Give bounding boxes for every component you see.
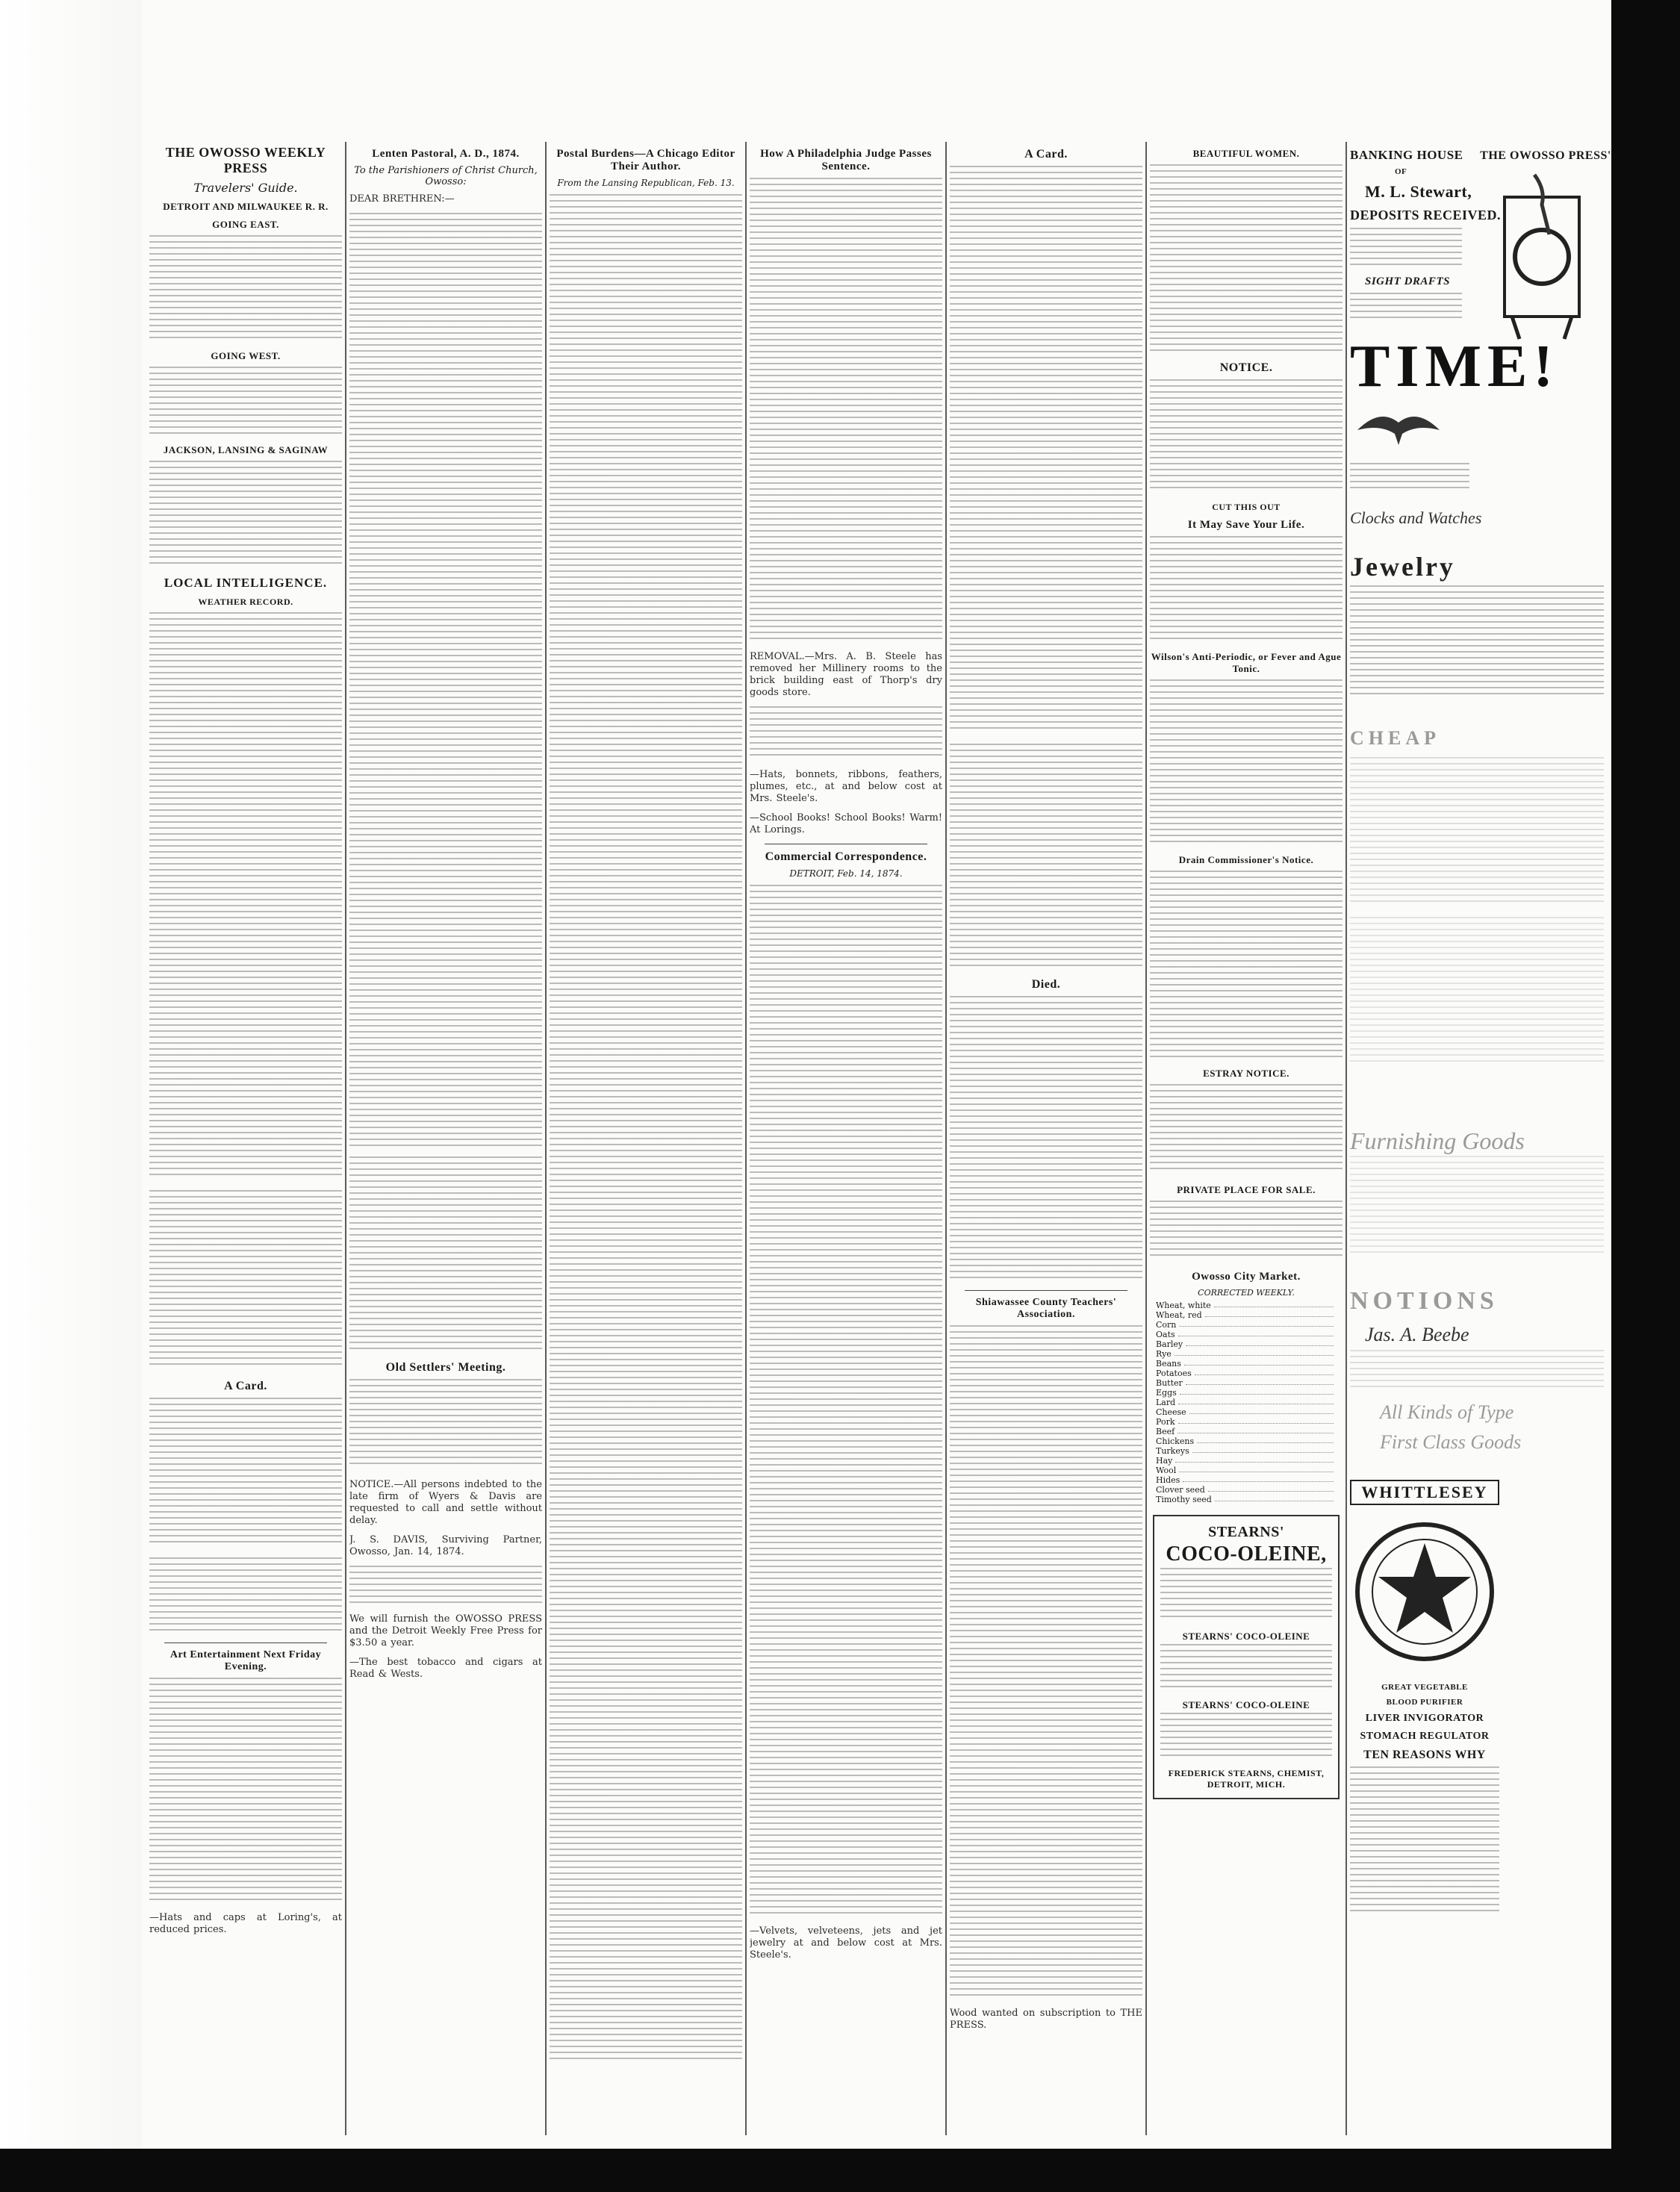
of-label: OF — [1395, 167, 1407, 176]
frederick-stearns: FREDERICK STEARNS, CHEMIST, DETROIT, MICH. — [1168, 1768, 1325, 1790]
market-item-label: Lard — [1156, 1398, 1176, 1407]
local-news-text — [149, 1557, 342, 1632]
stearns-coco-oleine-label: STEARNS' COCO-OLEINE — [1182, 1631, 1310, 1642]
leader-dots — [1175, 1349, 1334, 1356]
sight-drafts-heading: SIGHT DRAFTS — [1365, 275, 1450, 287]
printing-press-illustration — [1490, 167, 1602, 346]
timetable-text — [149, 367, 342, 434]
teachers-association-heading: Shiawassee County Teachers' Association. — [975, 1297, 1117, 1320]
leader-dots — [1214, 1301, 1334, 1307]
advertisement-text — [1160, 1713, 1332, 1757]
market-item — [1156, 1301, 1337, 1310]
divider — [965, 1290, 1127, 1291]
leader-dots — [1184, 1359, 1334, 1366]
leader-dots — [1186, 1339, 1334, 1346]
going-west-heading: GOING WEST. — [211, 350, 281, 361]
market-item-label: Hides — [1156, 1475, 1180, 1485]
advertisement-text — [1150, 164, 1343, 351]
market-item-label: Eggs — [1156, 1388, 1177, 1398]
notice-text — [349, 1566, 542, 1603]
market-subheading: CORRECTED WEEKLY. — [1198, 1288, 1295, 1298]
local-news-text — [149, 612, 342, 1180]
column-card-teachers — [950, 142, 1142, 2143]
died-heading: Died. — [1031, 978, 1061, 991]
notions-headline: NOTIONS — [1350, 1287, 1499, 1315]
may-save-life-heading: It May Save Your Life. — [1187, 519, 1305, 531]
advertisement-text — [1150, 679, 1343, 844]
commercial-heading: Commercial Correspondence. — [765, 850, 927, 863]
market-item — [1156, 1310, 1337, 1320]
market-price-list — [1150, 1301, 1343, 1504]
private-place-heading: PRIVATE PLACE FOR SALE. — [1177, 1184, 1316, 1195]
market-item-label: Potatoes — [1156, 1369, 1192, 1378]
school-books-notice: —School Books! School Books! Warm! At Lorings. — [750, 812, 942, 835]
scan-border-bottom — [0, 2149, 1680, 2192]
card-heading: A Card. — [1024, 148, 1068, 161]
card-text — [950, 166, 1142, 733]
faded-text — [1350, 917, 1604, 1066]
market-item — [1156, 1359, 1337, 1369]
market-item — [1156, 1485, 1337, 1495]
column-rule — [345, 142, 346, 2135]
notice-signature: J. S. DAVIS, Surviving Partner, Owosso, Jan. 14, 1874. — [349, 1534, 542, 1557]
leader-dots — [1175, 1456, 1334, 1463]
jewelry-headline: Jewelry — [1350, 552, 1455, 582]
postal-burdens-source: From the Lansing Republican, Feb. 13. — [557, 178, 735, 188]
cheap-headline: CHEAP — [1350, 727, 1440, 749]
drain-notice-text — [1150, 871, 1343, 1057]
private-place-text — [1150, 1201, 1343, 1260]
masthead-left: THE OWOSSO WEEKLY PRESS — [165, 145, 326, 175]
leader-dots — [1197, 1436, 1334, 1443]
column-travelers-guide — [149, 142, 342, 2143]
weather-record-heading: WEATHER RECORD. — [198, 597, 293, 607]
removal-notice: REMOVAL.—Mrs. A. B. Steele has removed her Millinery rooms to the brick building east of Thorp's dry goods store. — [750, 651, 942, 698]
market-item-label: Rye — [1156, 1349, 1172, 1359]
market-item-label: Barley — [1156, 1339, 1183, 1349]
market-item-label: Corn — [1156, 1320, 1177, 1330]
star-seal-icon — [1350, 1510, 1499, 1674]
leader-dots — [1179, 1320, 1334, 1327]
article-text — [750, 178, 942, 641]
wood-wanted-notice: Wood wanted on subscription to THE PRESS. — [950, 2008, 1142, 2031]
local-news-text — [149, 1190, 342, 1369]
notice-heading: NOTICE. — [1219, 361, 1273, 374]
column-postal-burdens — [550, 142, 742, 2143]
advertisement-text — [1160, 1644, 1332, 1689]
salutation: DEAR BRETHREN:— — [349, 193, 455, 205]
lenten-pastoral-subheading: To the Parishioners of Christ Church, Owosso: — [354, 165, 538, 187]
furnishing-goods-line: Furnishing Goods — [1350, 1127, 1525, 1154]
stearns-label: STEARNS' — [1208, 1524, 1284, 1540]
postal-burdens-text — [550, 194, 742, 2061]
notice-text — [750, 706, 942, 759]
leader-dots — [1215, 1495, 1334, 1501]
leader-dots — [1195, 1369, 1334, 1375]
leader-dots — [1192, 1446, 1334, 1453]
beebe-name: Jas. A. Beebe — [1365, 1324, 1469, 1345]
faded-text — [1350, 757, 1604, 906]
art-entertainment-heading: Art Entertainment Next Friday Evening. — [169, 1649, 322, 1672]
ten-reasons-text — [1350, 1766, 1499, 1916]
market-item-label: Hay — [1156, 1456, 1173, 1466]
market-item-label: Butter — [1156, 1378, 1183, 1388]
hats-bonnets-notice: —Hats, bonnets, ribbons, feathers, plumes, etc., at and below cost at Mrs. Steele's. — [750, 769, 942, 804]
old-settlers-heading: Old Settlers' Meeting. — [385, 1361, 506, 1374]
page-margin — [0, 0, 142, 2192]
market-item-label: Cheese — [1156, 1407, 1186, 1417]
tobacco-notice: —The best tobacco and cigars at Read & Wests. — [349, 1657, 542, 1680]
column-lenten-pastoral — [349, 142, 542, 2143]
timetable-text — [149, 235, 342, 340]
commercial-text — [750, 885, 942, 1915]
market-item — [1156, 1427, 1337, 1436]
advertisement-text — [1350, 463, 1469, 493]
all-kinds-line: All Kinds of Type — [1380, 1401, 1514, 1423]
local-intelligence-heading: LOCAL INTELLIGENCE. — [164, 576, 328, 590]
banking-text — [1350, 228, 1462, 265]
market-item-label: Chickens — [1156, 1436, 1195, 1446]
column-rule — [945, 142, 947, 2135]
liver-invigorator-label: LIVER INVIGORATOR — [1365, 1713, 1484, 1724]
jewelry-text — [1350, 585, 1604, 697]
leader-dots — [1183, 1475, 1334, 1482]
time-ad — [1350, 333, 1604, 455]
market-item — [1156, 1330, 1337, 1339]
time-headline: TIME! — [1350, 334, 1559, 399]
leader-dots — [1180, 1388, 1334, 1395]
notice-text: NOTICE.—All persons indebted to the late firm of Wyers & Davis are requested to call and settle without delay. — [349, 1479, 542, 1526]
stomach-regulator-label: STOMACH REGULATOR — [1360, 1731, 1490, 1742]
estray-notice-text — [1150, 1084, 1343, 1174]
market-item — [1156, 1369, 1337, 1378]
market-item — [1156, 1349, 1337, 1359]
advertisement-text — [1160, 1568, 1332, 1620]
notice-text — [1150, 379, 1343, 491]
market-item — [1156, 1398, 1337, 1407]
whittlesey-ad — [1350, 1480, 1499, 1916]
philadelphia-judge-heading: How A Philadelphia Judge Passes Sentence. — [760, 148, 932, 172]
market-item — [1156, 1407, 1337, 1417]
masthead-right: THE OWOSSO PRESS' — [1480, 149, 1611, 162]
leader-dots — [1205, 1310, 1334, 1317]
railroad-heading: DETROIT AND MILWAUKEE R. R. — [163, 201, 329, 212]
eagle-icon — [1350, 400, 1447, 452]
art-entertainment-text — [149, 1678, 342, 1902]
wilsons-tonic-heading: Wilson's Anti-Periodic, or Fever and Ague Tonic. — [1151, 651, 1342, 674]
market-item — [1156, 1320, 1337, 1330]
great-vegetable-label: GREAT VEGETABLE — [1381, 1683, 1468, 1692]
faded-text — [1350, 1350, 1604, 1387]
leader-dots — [1178, 1398, 1334, 1404]
leader-dots — [1178, 1417, 1334, 1424]
commercial-dateline: DETROIT, Feb. 14, 1874. — [789, 868, 903, 879]
stearns-coco-oleine-label: STEARNS' COCO-OLEINE — [1182, 1699, 1310, 1710]
leader-dots — [1177, 1427, 1334, 1433]
coco-oleine-ad — [1153, 1515, 1340, 1799]
right-masthead — [1478, 146, 1613, 349]
market-item — [1156, 1456, 1337, 1466]
going-east-heading: GOING EAST. — [212, 219, 279, 230]
cut-this-out-heading: CUT THIS OUT — [1212, 502, 1281, 512]
market-item — [1156, 1466, 1337, 1475]
ten-reasons-heading: TEN REASONS WHY — [1363, 1749, 1486, 1761]
market-item — [1156, 1475, 1337, 1485]
market-item — [1156, 1378, 1337, 1388]
whittlesey-title: WHITTLESEY — [1350, 1480, 1499, 1505]
obituary-text — [950, 996, 1142, 1280]
card-text — [149, 1398, 342, 1547]
leader-dots — [1179, 1466, 1334, 1472]
market-item-label: Beef — [1156, 1427, 1175, 1436]
faded-text — [1350, 1156, 1604, 1253]
timetable-text — [149, 461, 342, 565]
lenten-pastoral-heading: Lenten Pastoral, A. D., 1874. — [372, 148, 520, 160]
leader-dots — [1208, 1485, 1334, 1492]
coco-oleine-title: COCO-OLEINE, — [1166, 1542, 1327, 1566]
market-item — [1156, 1339, 1337, 1349]
travelers-guide-heading: Travelers' Guide. — [193, 181, 298, 195]
market-item-label: Wheat, red — [1156, 1310, 1202, 1320]
market-item — [1156, 1446, 1337, 1456]
market-heading: Owosso City Market. — [1192, 1271, 1301, 1283]
a-card-heading: A Card. — [224, 1380, 267, 1392]
velvets-notice: —Velvets, velveteens, jets and jet jewelry at and below cost at Mrs. Steele's. — [750, 1925, 942, 1961]
deposits-heading: DEPOSITS RECEIVED. — [1350, 208, 1502, 222]
column-rule — [545, 142, 547, 2135]
market-item-label: Beans — [1156, 1359, 1181, 1369]
market-item — [1156, 1388, 1337, 1398]
market-item — [1156, 1417, 1337, 1427]
blood-purifier-label: BLOOD PURIFIER — [1386, 1698, 1463, 1707]
clocks-watches-line: Clocks and Watches — [1350, 508, 1482, 527]
leader-dots — [1189, 1407, 1334, 1414]
column-philadelphia-judge — [750, 142, 942, 2143]
market-item-label: Wool — [1156, 1466, 1177, 1475]
column-notices-market — [1150, 142, 1343, 2143]
market-item — [1156, 1495, 1337, 1504]
local-news-text — [349, 1156, 542, 1351]
market-item-label: Oats — [1156, 1330, 1175, 1339]
market-item-label: Turkeys — [1156, 1446, 1189, 1456]
postal-burdens-heading: Postal Burdens—A Chicago Editor Their Author. — [556, 148, 735, 172]
market-item — [1156, 1436, 1337, 1446]
column-rule — [1345, 142, 1347, 2135]
first-class-line: First Class Goods — [1380, 1431, 1522, 1453]
hats-notice: —Hats and caps at Loring's, at reduced prices. — [149, 1912, 342, 1935]
leader-dots — [1178, 1330, 1334, 1336]
beautiful-women-heading: BEAUTIFUL WOMEN. — [1192, 148, 1300, 159]
column-advertisements — [1350, 142, 1604, 2143]
press-subscription-offer: We will furnish the OWOSSO PRESS and the Detroit Weekly Free Press for $3.50 a year. — [349, 1613, 542, 1648]
column-rule — [745, 142, 747, 2135]
scan-border-right — [1611, 0, 1680, 2192]
leader-dots — [1186, 1378, 1334, 1385]
market-item-label: Clover seed — [1156, 1485, 1205, 1495]
banking-text — [1350, 293, 1462, 323]
estray-notice-heading: ESTRAY NOTICE. — [1203, 1068, 1289, 1079]
market-item-label: Pork — [1156, 1417, 1175, 1427]
pastoral-text — [349, 213, 542, 1146]
stewart-name: M. L. Stewart, — [1365, 182, 1472, 201]
railroad-heading: JACKSON, LANSING & SAGINAW — [163, 444, 329, 455]
market-item-label: Timothy seed — [1156, 1495, 1212, 1504]
column-rule — [1145, 142, 1147, 2135]
drain-commissioner-heading: Drain Commissioner's Notice. — [1178, 854, 1314, 865]
card-text — [950, 744, 1142, 968]
old-settlers-text — [349, 1379, 542, 1469]
banking-house-heading: BANKING HOUSE — [1350, 148, 1463, 162]
advertisement-text — [1150, 536, 1343, 641]
market-item-label: Wheat, white — [1156, 1301, 1211, 1310]
teachers-association-text — [950, 1325, 1142, 1997]
